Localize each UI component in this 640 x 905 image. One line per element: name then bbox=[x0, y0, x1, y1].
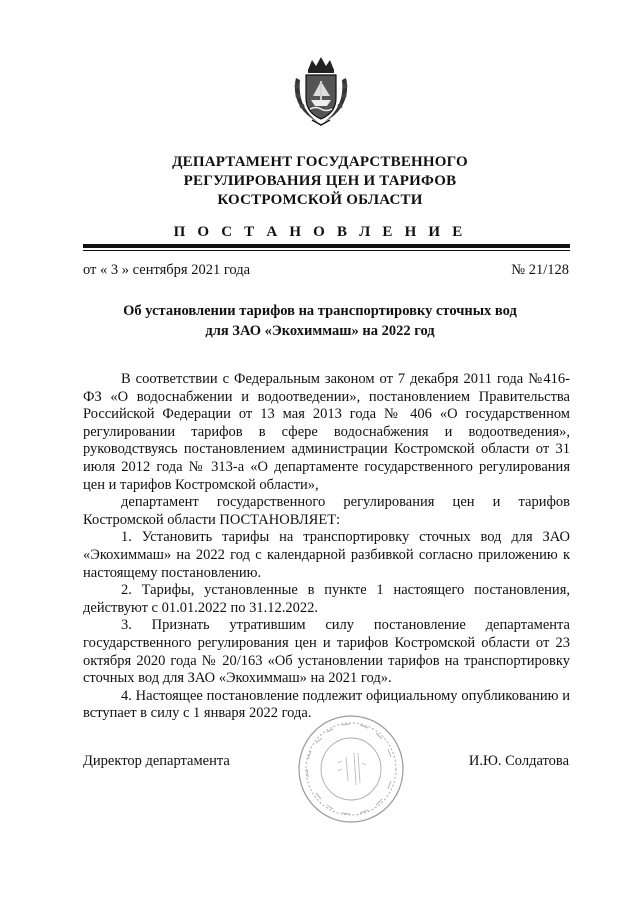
department-line-1: ДЕПАРТАМЕНТ ГОСУДАРСТВЕННОГО bbox=[172, 154, 468, 170]
document-date: от « 3 » сентября 2021 года bbox=[83, 262, 251, 278]
body-paragraph-preamble: В соответствии с Федеральным законом от 7 декабря 2011 года №416-ФЗ «О водоснабжении и водоотведении», постановлением Правительства Российской Федерации от 13 мая 2013 года № 406 «О государственном регулировании тарифов в сфере водоснабжения и водоотведения», руководствуясь постановлением администрации Костромской области от 31 июля 2012 года № 313-а «О департаменте государственного регулирования цен и тарифов Костромской области», bbox=[83, 371, 570, 493]
header-divider-thick bbox=[83, 244, 570, 248]
subject-line-1: Об установлении тарифов на транспортировку сточных вод bbox=[123, 303, 517, 319]
official-seal-icon bbox=[296, 713, 406, 825]
department-line-2: РЕГУЛИРОВАНИЯ ЦЕН И ТАРИФОВ bbox=[183, 173, 457, 189]
department-line-3: КОСТРОМСКОЙ ОБЛАСТИ bbox=[217, 192, 423, 208]
signer-name: И.Ю. Солдатова bbox=[468, 753, 569, 769]
body-paragraph-item-4: 4. Настоящее постановление подлежит официальному опубликованию и вступает в силу с 1 января 2022 года. bbox=[83, 687, 570, 722]
document-subject bbox=[90, 301, 550, 341]
signer-position: Директор департамента bbox=[83, 753, 230, 769]
header-divider-thin bbox=[83, 250, 570, 251]
coat-of-arms-icon bbox=[290, 56, 352, 126]
department-name bbox=[90, 153, 550, 210]
document-number: № 21/128 bbox=[511, 262, 569, 278]
document-type: П О С Т А Н О В Л Е Н И Е bbox=[173, 224, 467, 240]
body-paragraph-resolves: департамент государственного регулирования цен и тарифов Костромской области ПОСТАНОВЛЯЕТ: bbox=[83, 494, 570, 528]
subject-line-2: для ЗАО «Экохиммаш» на 2022 год bbox=[205, 323, 435, 339]
body-paragraph-item-1: 1. Установить тарифы на транспортировку сточных вод для ЗАО «Экохиммаш» на 2022 год с календарной разбивкой согласно приложению к настоящему постановлению. bbox=[83, 529, 570, 581]
document-body bbox=[83, 371, 570, 723]
body-paragraph-item-2: 2. Тарифы, установленные в пункте 1 настоящего постановления, действуют с 01.01.2022 по 31.12.2022. bbox=[83, 582, 570, 616]
body-paragraph-item-3: 3. Признать утратившим силу постановление департамента государственного регулирования цен и тарифов Костромской области от 23 октября 2020 года № 20/163 «Об установлении тарифов на транспортировку сточных вод для ЗАО «Экохиммаш» на 2021 год». bbox=[83, 617, 570, 687]
